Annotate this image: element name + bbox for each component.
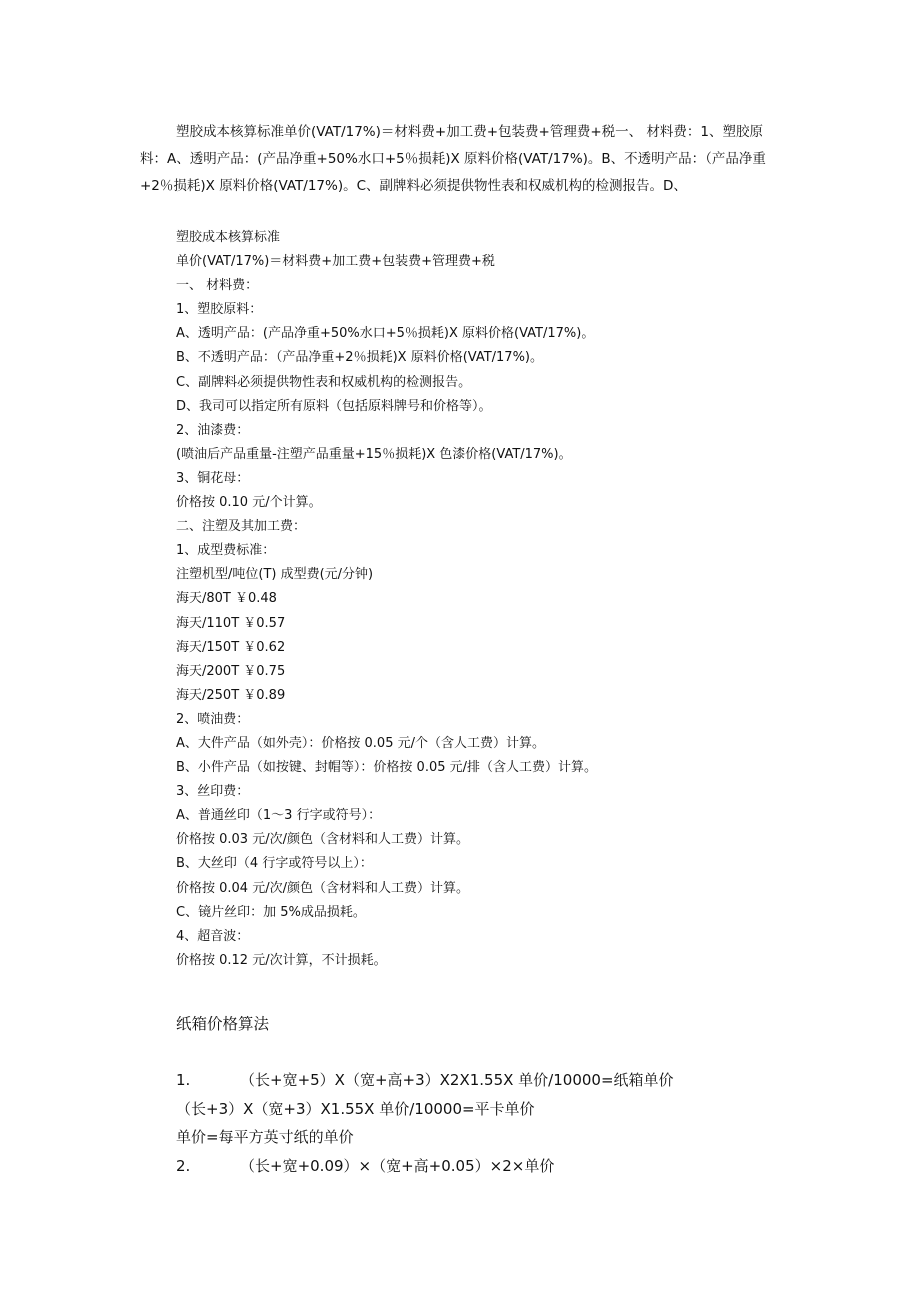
cost-line: 1、成型费标准： [176,543,276,559]
carton-formula-text: （长+3）X（宽+3）X1.55X 单价/10000=平卡单价 [176,1099,535,1118]
cost-line: C、镜片丝印：加 5%成品损耗。 [176,904,366,920]
carton-formula-text: （长+宽+5）X（宽+高+3）X2X1.55X 单价/10000=纸箱单价 [240,1071,674,1089]
machine-rate-line: 海天/150T ￥0.62 [176,639,286,655]
cost-line: A、大件产品（如外壳）：价格按 0.05 元/个（含人工费）计算。 [176,735,545,751]
cost-line: C、副牌料必须提供物性表和权威机构的检测报告。 [176,374,472,390]
cost-line: (喷油后产品重量-注塑产品重量+15％损耗)X 色漆价格(VAT/17%)。 [176,446,572,462]
cost-line-formula: 单价(VAT/17%)＝材料费+加工费+包装费+管理费+税 [176,254,495,270]
cost-line-title: 塑胶成本核算标准 [176,230,281,245]
cost-line: 2、油漆费： [176,422,250,438]
machine-rate-line: 海天/80T ￥0.48 [176,591,277,607]
carton-formula-number: 2. [176,1156,191,1175]
cost-line: 3、铜花母： [176,470,250,486]
cost-line: 价格按 0.10 元/个计算。 [176,495,322,511]
machine-rate-line: 海天/110T ￥0.57 [176,615,286,631]
cost-line: A、透明产品：(产品净重+50%水口+5％损耗)X 原料价格(VAT/17%)。 [176,326,595,342]
carton-formula-text: 单价=每平方英寸纸的单价 [176,1128,354,1146]
carton-section-title: 纸箱价格算法 [176,1015,270,1033]
cost-line: 4、超音波： [176,928,250,944]
carton-formula-line [176,1152,816,1181]
carton-formula-line [176,1123,816,1152]
cost-line: A、普通丝印（1～3 行字或符号）： [176,808,382,824]
intro-paragraph [140,119,790,200]
cost-line: 一、 材料费： [176,278,259,294]
cost-line: D、我司可以指定所有原料（包括原料牌号和价格等）。 [176,398,492,414]
cost-line: B、不透明产品：（产品净重+2％损耗)X 原料价格(VAT/17%)。 [176,350,543,366]
cost-line: 价格按 0.03 元/次/颜色（含材料和人工费）计算。 [176,832,469,848]
cost-line: B、小件产品（如按键、封帽等）：价格按 0.05 元/排（含人工费）计算。 [176,760,598,776]
cost-line: 注塑机型/吨位(T) 成型费(元/分钟) [176,567,374,583]
carton-formula-line [176,1095,816,1124]
carton-formula-list [176,1066,816,1180]
intro-text: 塑胶成本核算标准单价(VAT/17%)＝材料费+加工费+包装费+管理费+税一、 材料费：1、塑胶原料：A、透明产品：(产品净重+50%水口+5％损耗)X 原料价格(VAT/17%)。B、不透明产品：（产品净重+2％损耗)X 原料价格(VAT/17%)。C、副牌料必须提供物性表和权威机构的检测报告。D、 [140,124,766,194]
cost-line: B、大丝印（4 行字或符号以上）： [176,856,373,872]
cost-standard-list [176,226,816,973]
machine-rate-line: 海天/250T ￥0.89 [176,687,286,703]
cost-line: 2、喷油费： [176,711,250,727]
carton-formula-number: 1. [176,1071,191,1089]
cost-line: 价格按 0.12 元/次计算，不计损耗。 [176,952,387,968]
cost-line: 1、塑胶原料： [176,302,263,318]
cost-line: 价格按 0.04 元/次/颜色（含材料和人工费）计算。 [176,880,469,896]
machine-rate-line: 海天/200T ￥0.75 [176,663,286,679]
cost-line: 二、注塑及其加工费： [176,519,307,535]
carton-formula-line [176,1066,816,1095]
cost-line: 3、丝印费： [176,784,250,800]
carton-formula-text: （长+宽+0.09）×（宽+高+0.05）×2×单价 [240,1156,555,1175]
